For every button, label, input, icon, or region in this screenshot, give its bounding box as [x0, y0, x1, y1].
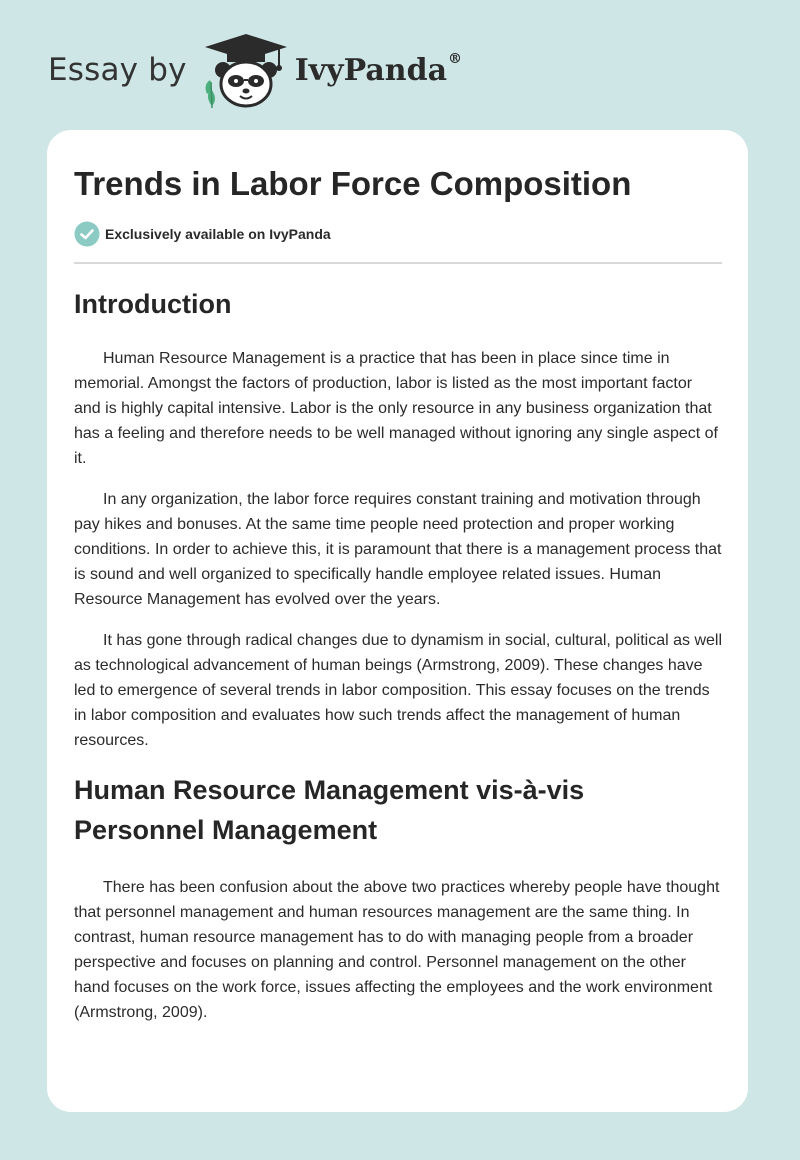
exclusive-badge-label: Exclusively available on IvyPanda: [105, 226, 331, 242]
section-heading-introduction: Introduction: [74, 289, 232, 319]
brand-name: [294, 50, 463, 88]
article-title: Trends in Labor Force Composition: [74, 165, 632, 202]
paragraph: There has been confusion about the above two practices whereby people have thought that personnel management and human resources management are the same thing. In contrast, human resource management has to do with managing people from a broader perspective and focuses on planning and control. Personnel management on the other hand focuses on the work force, issues affecting the employees and the work environment (Armstrong, 2009).: [74, 879, 720, 1021]
brand-text: IvyPanda: [294, 52, 448, 88]
registered-mark: ®: [448, 50, 463, 67]
article-card: [47, 130, 748, 1112]
site-header: [48, 30, 462, 110]
divider: [74, 262, 722, 264]
exclusive-badge: [74, 220, 722, 248]
paragraph: In any organization, the labor force requires constant training and motivation through pay hikes and bonuses. At the same time people need protection and proper working conditions. In order to achieve this, it is paramount that there is a management process that is sound and well organized to specifically handle employee related issues. Human Resource Management has evolved over the years.: [74, 491, 722, 608]
check-circle-icon: [74, 221, 100, 247]
essay-by-label: Essay by: [48, 52, 187, 88]
section-heading-hrm-vs-personnel: Human Resource Management vis-à-vis Personnel Management: [74, 775, 585, 845]
panda-logo-icon[interactable]: [201, 30, 291, 110]
paragraph: Human Resource Management is a practice that has been in place since time in memorial. Amongst the factors of production, labor is listed as the most important factor and is highly capital intensive. Labor is the only resource in any business organization that has a feeling and therefore needs to be well managed without ignoring any single aspect of it.: [74, 350, 718, 467]
paragraph: It has gone through radical changes due to dynamism in social, cultural, political as well as technological advancement of human beings (Armstrong, 2009). These changes have led to emergence of several trends in labor composition. This essay focuses on the trends in labor composition and evaluates how such trends affect the management of human resources.: [74, 632, 722, 749]
